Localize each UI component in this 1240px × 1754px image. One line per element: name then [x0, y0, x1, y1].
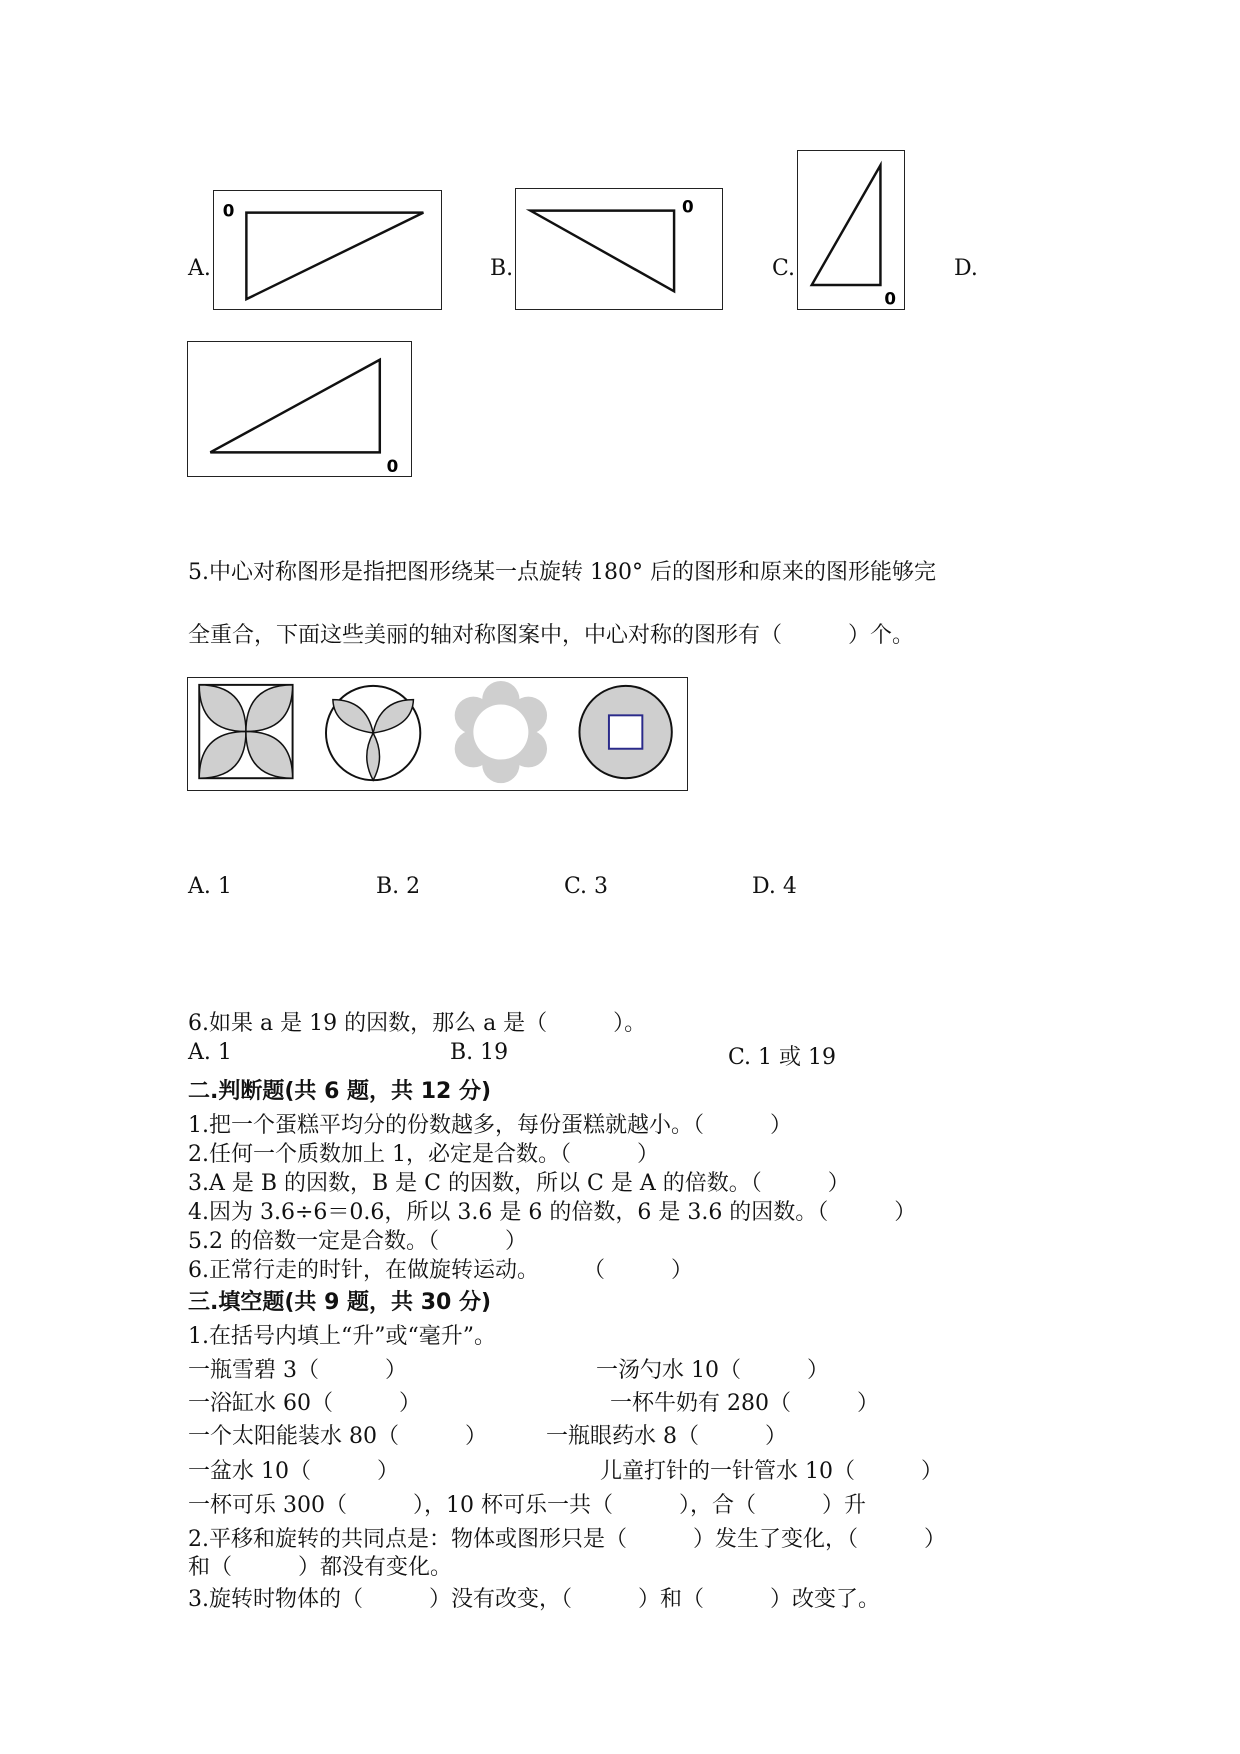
option-d-label: D.	[954, 256, 978, 281]
fill-q1-item: 一瓶眼药水 8（ ）	[546, 1424, 787, 1449]
judge-item-1: 1.把一个蛋糕平均分的份数越多，每份蛋糕就越小。（ ）	[188, 1113, 792, 1138]
fill-q1-last: 一杯可乐 300（ ），10 杯可乐一共（ ），合（ ）升	[188, 1493, 866, 1518]
option-a-label: A.	[188, 256, 211, 281]
q6-option-a: A. 1	[188, 1040, 232, 1065]
q5-stem-line2: 全重合，下面这些美丽的轴对称图案中，中心对称的图形有（ ）个。	[188, 623, 915, 648]
option-a-figure	[213, 190, 442, 310]
option-c-figure	[797, 150, 905, 310]
three-petal-circle-pattern	[326, 686, 420, 780]
petal-square-pattern	[199, 685, 292, 778]
judge-item-5: 5.2 的倍数一定是合数。（ ）	[188, 1229, 527, 1254]
q5-stem-line1: 5.中心对称图形是指把图形绕某一点旋转 180° 后的图形和原来的图形能够完	[188, 560, 936, 585]
q6-option-c: C. 1 或 19	[728, 1045, 837, 1070]
q6-stem: 6.如果 a 是 19 的因数，那么 a 是（ ）。	[188, 1011, 647, 1036]
fill-q1-item: 儿童打针的一针管水 10（ ）	[600, 1459, 943, 1484]
fill-q1-item: 一个太阳能装水 80（ ）	[188, 1424, 487, 1449]
option-b-figure	[515, 188, 723, 310]
q5-option-c: C. 3	[564, 874, 609, 899]
svg-text:0: 0	[681, 196, 694, 217]
judge-item-3: 3.A 是 B 的因数，B 是 C 的因数，所以 C 是 A 的倍数。（ ）	[188, 1171, 850, 1196]
fill-q1-item: 一杯牛奶有 280（ ）	[610, 1391, 879, 1416]
q5-option-a: A. 1	[188, 874, 232, 899]
section2-title: 二.判断题(共 6 题，共 12 分)	[188, 1079, 492, 1104]
fill-q2-line1: 2.平移和旋转的共同点是：物体或图形只是（ ）发生了变化，（ ）	[188, 1527, 946, 1552]
q5-patterns-figure	[187, 677, 688, 791]
q6-option-b: B. 19	[450, 1040, 509, 1065]
option-d-figure	[187, 341, 412, 477]
option-b-label: B.	[490, 256, 514, 281]
flower-pattern	[455, 681, 547, 783]
corner-mark: 0	[222, 200, 235, 221]
fill-q3: 3.旋转时物体的（ ）没有改变，（ ）和（ ）改变了。	[188, 1587, 880, 1612]
svg-text:0: 0	[884, 289, 896, 309]
q5-option-b: B. 2	[376, 874, 421, 899]
fill-q1-item: 一浴缸水 60（ ）	[188, 1391, 421, 1416]
fill-q1-item: 一瓶雪碧 3（ ）	[188, 1358, 407, 1383]
fill-q1-item: 一汤勺水 10（ ）	[596, 1358, 829, 1383]
fill-q2-line2: 和（ ）都没有变化。	[188, 1555, 453, 1580]
judge-item-4: 4.因为 3.6÷6＝0.6，所以 3.6 是 6 的倍数，6 是 3.6 的因数。（ ）	[188, 1200, 917, 1225]
option-c-label: C.	[772, 256, 796, 281]
fill-q1-stem: 1.在括号内填上“升”或“毫升”。	[188, 1324, 496, 1349]
section3-title: 三.填空题(共 9 题，共 30 分)	[188, 1290, 492, 1315]
coin-pattern	[579, 686, 671, 778]
svg-text:0: 0	[386, 456, 399, 476]
judge-item-2: 2.任何一个质数加上 1，必定是合数。（ ）	[188, 1142, 659, 1167]
judge-item-6: 6.正常行走的时针，在做旋转运动。 （ ）	[188, 1258, 693, 1283]
q5-option-d: D. 4	[752, 874, 797, 899]
fill-q1-item: 一盆水 10（ ）	[188, 1459, 399, 1484]
